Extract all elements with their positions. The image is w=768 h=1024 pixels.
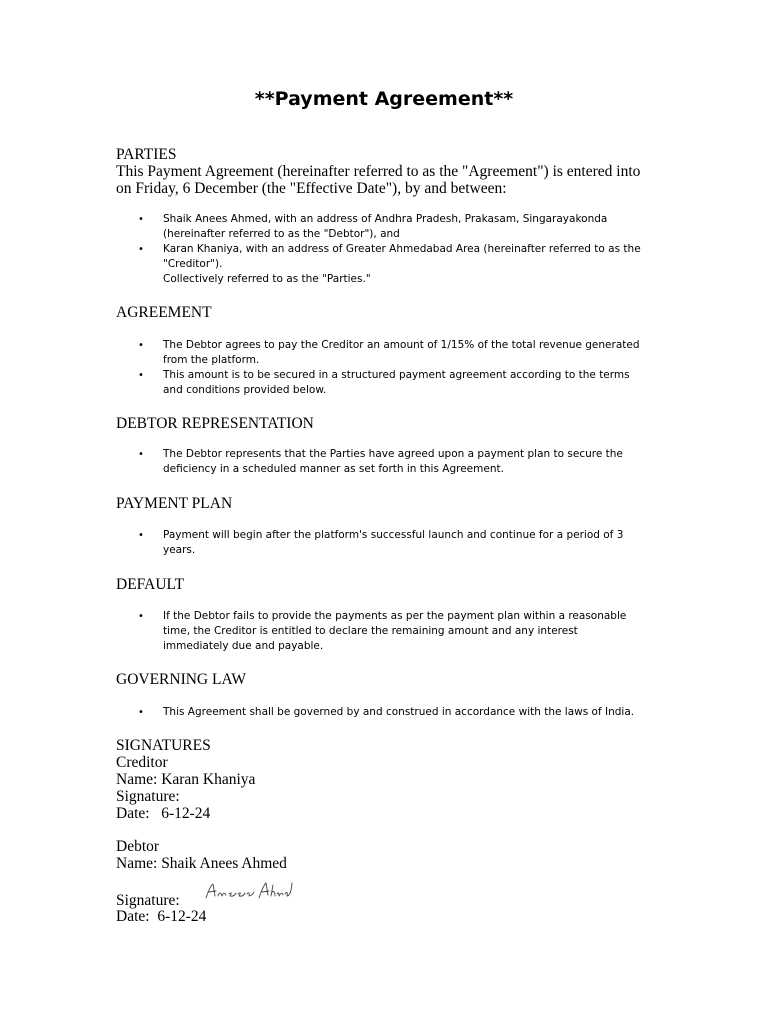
- list-item: • If the Debtor fails to provide the payments as per the payment plan within a reasonable time, the Creditor is entitled to declare the remaining amount and any interest immediately due and payable.: [138, 610, 627, 652]
- debtor-date: Date: 6-12-24: [116, 908, 207, 925]
- list-item: • The Debtor represents that the Parties have agreed upon a payment plan to secure the deficiency in a scheduled manner as set forth in this Agreement.: [138, 448, 623, 475]
- list-item: • Karan Khaniya, with an address of Greater Ahmedabad Area (hereinafter referred to as the "Creditor").: [138, 243, 641, 270]
- parties-closing: Collectively referred to as the "Parties.": [163, 273, 371, 285]
- creditor-name: Name: Karan Khaniya: [116, 771, 256, 788]
- agreement-list: [116, 338, 646, 398]
- section-heading-payment-plan: PAYMENT PLAN: [116, 495, 233, 512]
- handwritten-signature-image: [203, 880, 293, 902]
- bullet-icon: •: [138, 530, 144, 541]
- bullet-icon: •: [138, 370, 144, 381]
- parties-list: [116, 212, 646, 287]
- parties-intro: This Payment Agreement (hereinafter referred to as the "Agreement") is entered into on Friday, 6 December (the "Effective Date"), by and between:: [116, 163, 641, 197]
- creditor-date: Date: 6-12-24: [116, 805, 211, 822]
- bullet-icon: •: [138, 244, 144, 255]
- section-heading-debtor-representation: DEBTOR REPRESENTATION: [116, 415, 314, 432]
- bullet-icon: •: [138, 611, 144, 622]
- bullet-icon: •: [138, 340, 144, 351]
- section-heading-default: DEFAULT: [116, 576, 185, 593]
- bullet-icon: •: [138, 449, 144, 460]
- debtor-representation-list: [116, 447, 646, 477]
- default-list: [116, 609, 646, 654]
- section-heading-parties: PARTIES: [116, 146, 177, 163]
- list-item: • This amount is to be secured in a structured payment agreement according to the terms and conditions provided below.: [138, 369, 630, 396]
- debtor-role: Debtor: [116, 838, 160, 855]
- document-title: **Payment Agreement**: [254, 88, 514, 110]
- list-item: • This Agreement shall be governed by and construed in accordance with the laws of India.: [138, 706, 635, 718]
- list-item: • The Debtor agrees to pay the Creditor an amount of 1/15% of the total revenue generated from the platform.: [138, 339, 640, 366]
- section-heading-signatures: SIGNATURES: [116, 737, 211, 754]
- list-item: • Payment will begin after the platform's successful launch and continue for a period of 3 years.: [138, 529, 624, 556]
- creditor-role: Creditor: [116, 754, 168, 771]
- governing-law-list: [116, 705, 646, 720]
- bullet-icon: •: [138, 214, 144, 225]
- debtor-signature-label: Signature:: [116, 892, 180, 909]
- section-heading-governing-law: GOVERNING LAW: [116, 671, 247, 688]
- section-heading-agreement: AGREEMENT: [116, 304, 212, 321]
- payment-plan-list: [116, 528, 646, 558]
- debtor-name: Name: Shaik Anees Ahmed: [116, 855, 287, 872]
- list-item: • Shaik Anees Ahmed, with an address of Andhra Pradesh, Prakasam, Singarayakonda (hereinafter referred to as the "Debtor"), and: [138, 213, 608, 240]
- creditor-signature-label: Signature:: [116, 788, 180, 805]
- bullet-icon: •: [138, 707, 144, 718]
